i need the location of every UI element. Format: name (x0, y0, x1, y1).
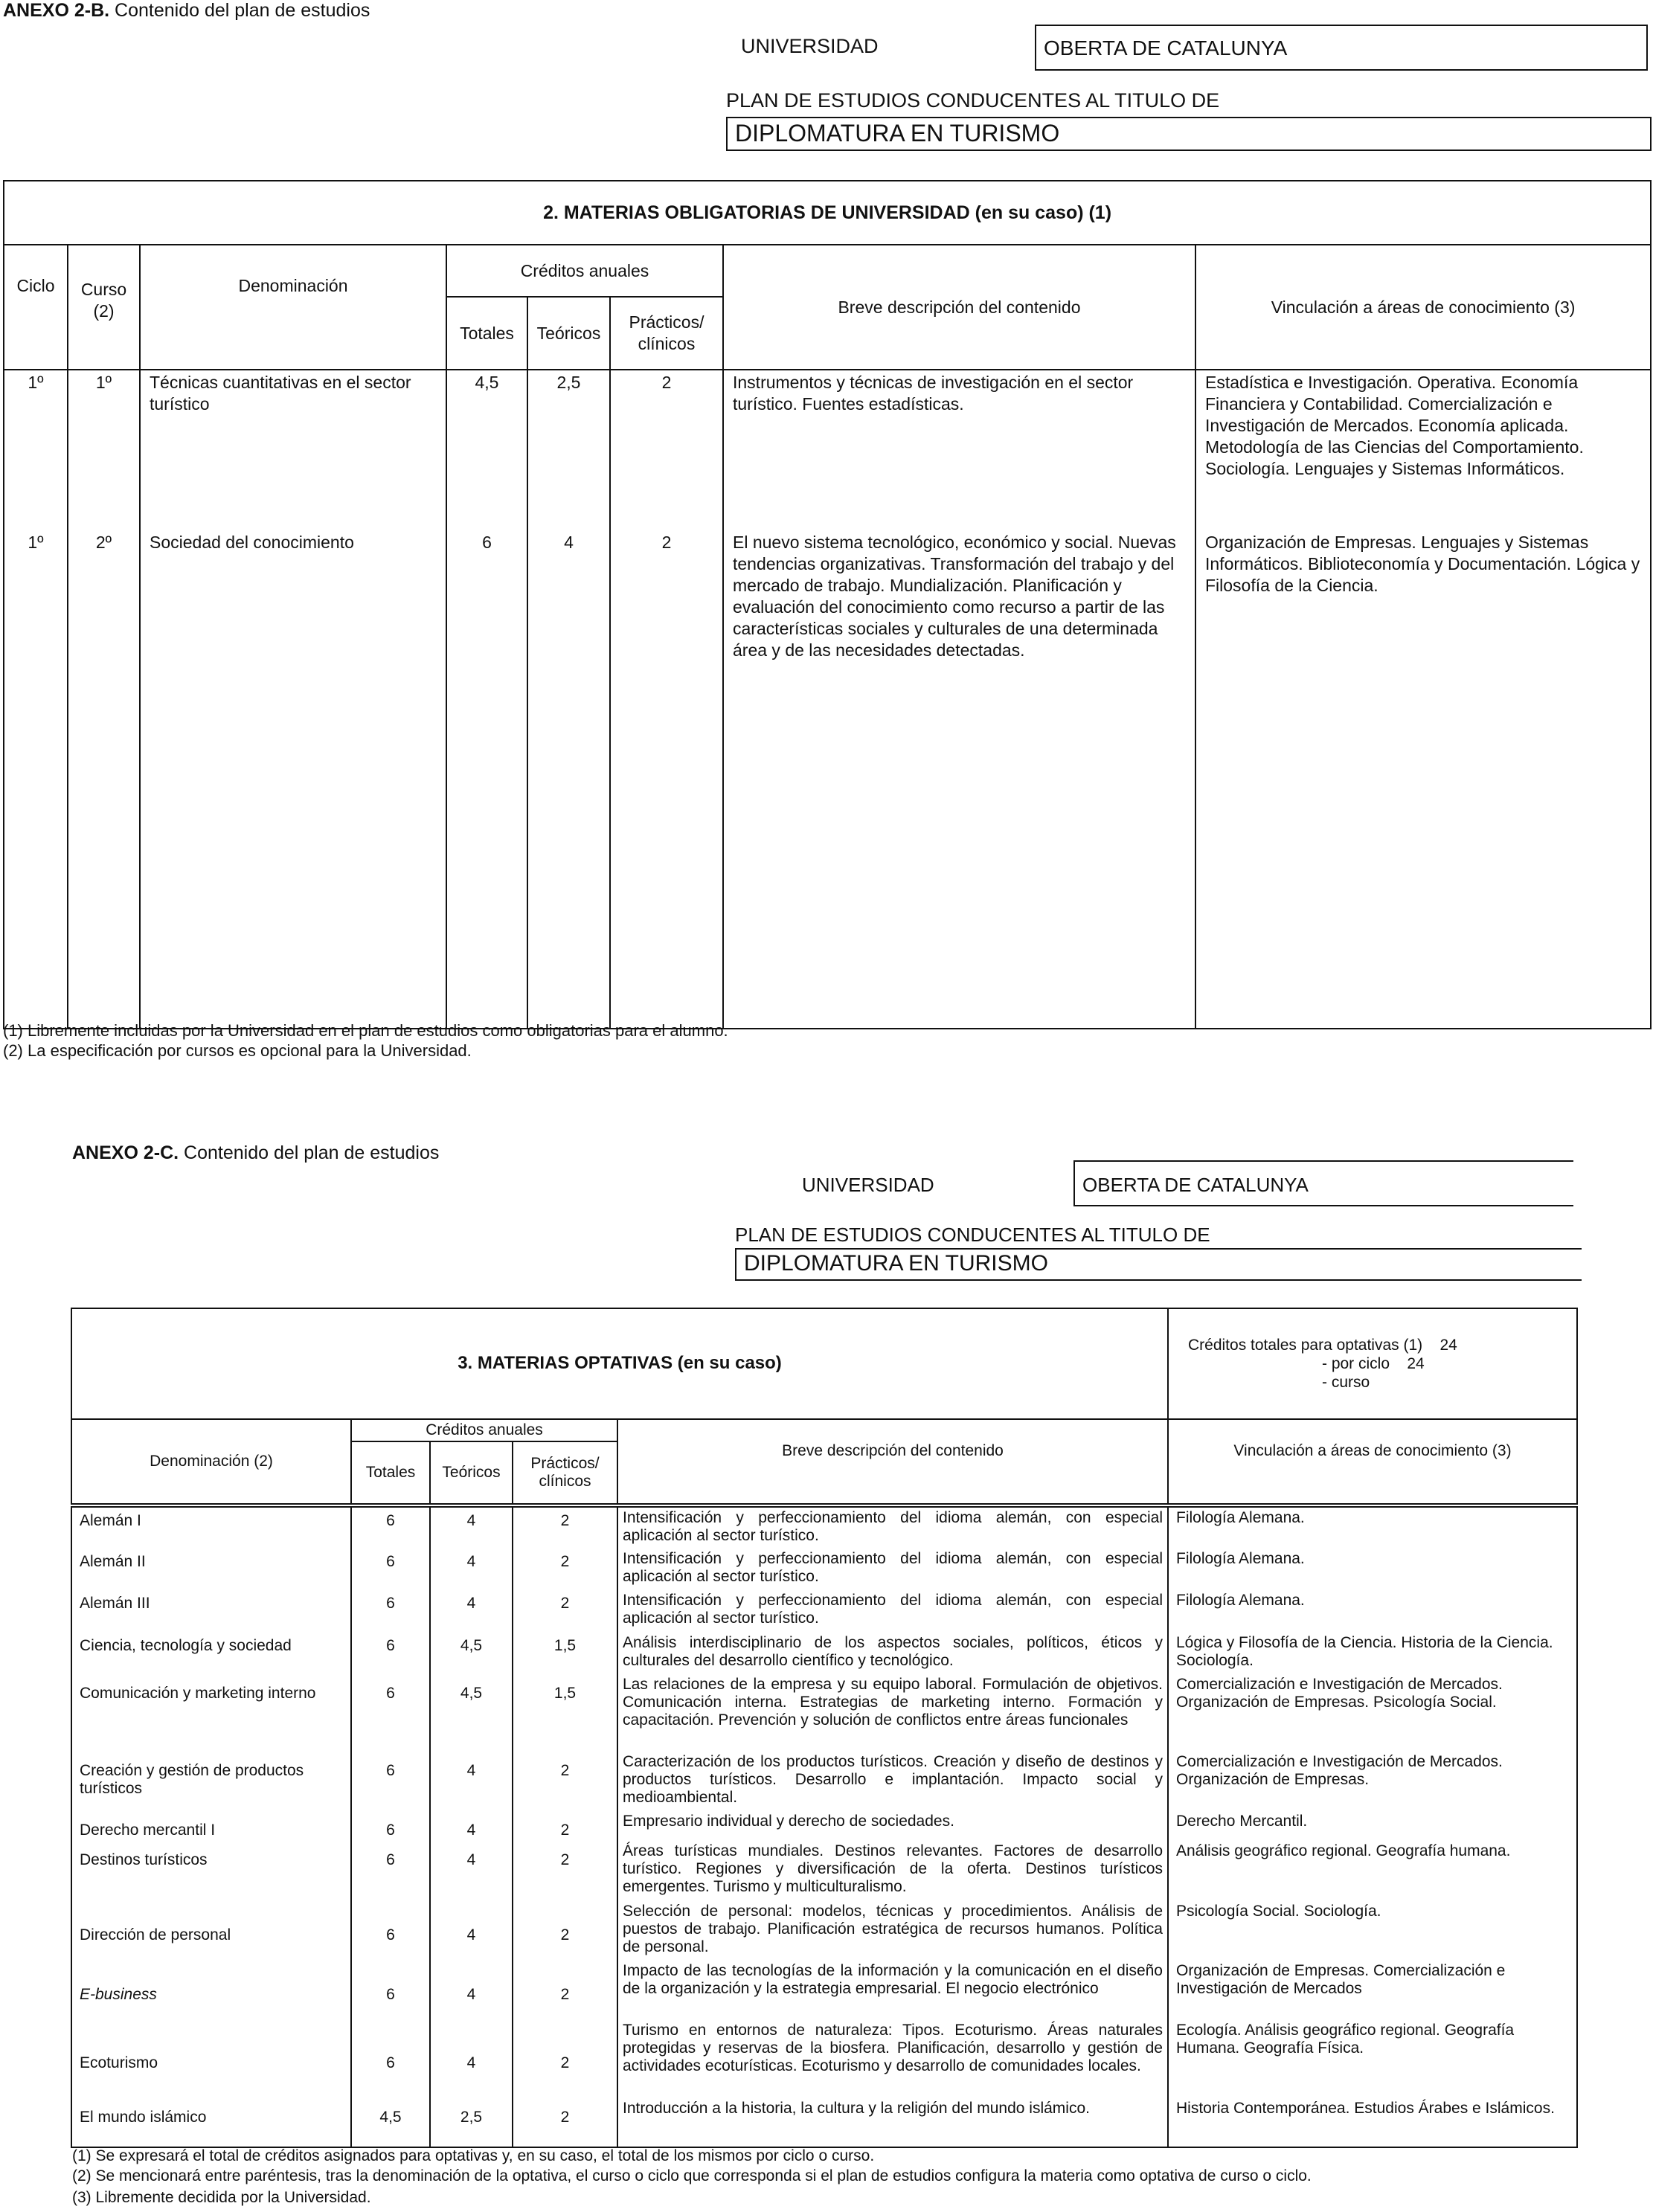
annex-c-footnote-3: (3) Libremente decidida por la Universidad. (72, 2189, 371, 2206)
col-totales: Totales (351, 1441, 430, 1504)
annex-b-university-value: OBERTA DE CATALUNYA (1035, 25, 1648, 71)
table-row (4, 370, 1651, 530)
cell-ciclo: 1º (4, 530, 68, 1029)
table-row (71, 1549, 1577, 1590)
cell-practicos: 1,5 (513, 1633, 617, 1674)
col-denominacion: Denominación (140, 245, 446, 370)
annex-c-university-value: OBERTA DE CATALUNYA (1073, 1160, 1573, 1206)
cell-descripcion: El nuevo sistema tecnológico, económico y social. Nuevas tendencias organizativas. Transformación del trabajo y del mercado de trabajo. Mundialización. Planificación y evaluación del conocimiento como recurso a partir de las características sociales y culturales de una determinada área y de las necesidades detectadas. (723, 530, 1195, 1029)
table-row (71, 2098, 1577, 2147)
col-ciclo: Ciclo (4, 245, 68, 370)
annex-c-rows (71, 1507, 1577, 2147)
col-creditos: Créditos anuales (351, 1419, 617, 1441)
cell-vinculacion: Comercialización e Investigación de Mercados. Organización de Empresas. (1168, 1752, 1577, 1811)
annex-c-plan-label: PLAN DE ESTUDIOS CONDUCENTES AL TITULO DE (735, 1224, 1210, 1246)
credits-total-value: 24 (1439, 1336, 1457, 1354)
table-row (71, 1590, 1577, 1632)
cell-vinculacion: Historia Contemporánea. Estudios Árabes e Islámicos. (1168, 2098, 1577, 2147)
cell-denominacion: Dirección de personal (71, 1901, 351, 1961)
cell-totales: 6 (446, 530, 527, 1029)
cell-teoricos: 4 (430, 1507, 513, 1549)
annex-b-section-title: 2. MATERIAS OBLIGATORIAS DE UNIVERSIDAD (en su caso) (1) (4, 181, 1651, 245)
cell-teoricos: 2,5 (430, 2098, 513, 2147)
cell-descripcion: Intensificación y perfeccionamiento del idioma alemán, con especial aplicación al sector turístico. (617, 1549, 1168, 1590)
cell-denominacion: Derecho mercantil I (71, 1811, 351, 1841)
cell-practicos: 2 (513, 2098, 617, 2147)
cell-curso: 2º (68, 530, 140, 1029)
annex-c-footnote-2: (2) Se mencionará entre paréntesis, tras la denominación de la optativa, el curso o ciclo que corresponda si el plan de estudios configura la materia como optativa de curso o ciclo. (72, 2167, 1312, 2184)
cell-totales: 6 (351, 1961, 430, 2020)
cell-denominacion: Técnicas cuantitativas en el sector turístico (140, 370, 446, 530)
table-row (71, 1901, 1577, 1961)
cell-teoricos: 4 (430, 1549, 513, 1590)
table-row (71, 2020, 1577, 2097)
annex-b-plan-label: PLAN DE ESTUDIOS CONDUCENTES AL TITULO DE (726, 89, 1220, 112)
cell-vinculacion: Derecho Mercantil. (1168, 1811, 1577, 1841)
cell-descripcion: Introducción a la historia, la cultura y la religión del mundo islámico. (617, 2098, 1168, 2147)
cell-teoricos: 4,5 (430, 1674, 513, 1752)
cell-descripcion: Áreas turísticas mundiales. Destinos relevantes. Factores de desarrollo turístico. Regiones y diversificación de la oferta. Destinos turísticos emergentes. Turismo y multiculturalismo. (617, 1841, 1168, 1900)
annex-b-plan-value: DIPLOMATURA EN TURISMO (726, 117, 1652, 151)
cell-teoricos: 4 (430, 1901, 513, 1961)
annex-c-plan-value: DIPLOMATURA EN TURISMO (735, 1248, 1582, 1281)
cell-practicos: 2 (513, 2020, 617, 2097)
cell-totales: 6 (351, 1901, 430, 1961)
credits-curso: - curso (1322, 1373, 1370, 1391)
cell-descripcion: Intensificación y perfeccionamiento del idioma alemán, con especial aplicación al sector turístico. (617, 1507, 1168, 1549)
cell-denominacion: Creación y gestión de productos turísticos (71, 1752, 351, 1811)
cell-totales: 6 (351, 1811, 430, 1841)
annex-b-footnote-2-clip (3, 1041, 673, 1060)
cell-vinculacion: Análisis geográfico regional. Geografía humana. (1168, 1841, 1577, 1900)
cell-descripcion: Intensificación y perfeccionamiento del idioma alemán, con especial aplicación al sector turístico. (617, 1590, 1168, 1632)
cell-practicos: 2 (513, 1961, 617, 2020)
cell-ciclo: 1º (4, 370, 68, 530)
col-descripcion: Breve descripción del contenido (617, 1419, 1168, 1504)
cell-denominacion: Alemán II (71, 1549, 351, 1590)
cell-teoricos: 4 (430, 2020, 513, 2097)
cell-denominacion: El mundo islámico (71, 2098, 351, 2147)
col-practicos: Prácticos/ clínicos (513, 1441, 617, 1504)
cell-descripcion: Turismo en entornos de naturaleza: Tipos. Ecoturismo. Áreas naturales protegidas y reservas de la biosfera. Planificación, desarrollo y gestión de actividades ecoturísticas. Ecoturismo y desarrollo de comunidades locales. (617, 2020, 1168, 2097)
cell-vinculacion: Filología Alemana. (1168, 1507, 1577, 1549)
annex-b-university-label: UNIVERSIDAD (741, 35, 879, 57)
cell-teoricos: 4 (430, 1841, 513, 1900)
cell-totales: 6 (351, 1590, 430, 1632)
cell-totales: 6 (351, 2020, 430, 2097)
annex-c-table (71, 1308, 1578, 2148)
cell-practicos: 2 (513, 1590, 617, 1632)
cell-totales: 6 (351, 1633, 430, 1674)
cell-descripcion: Selección de personal: modelos, técnicas y procedimientos. Análisis de puestos de trabajo. Planificación estratégica de recursos humanos. Política de personal. (617, 1901, 1168, 1961)
cell-vinculacion: Ecología. Análisis geográfico regional. Geografía Humana. Geografía Física. (1168, 2020, 1577, 2097)
cell-teoricos: 4 (430, 1811, 513, 1841)
col-descripcion: Breve descripción del contenido (723, 245, 1195, 370)
cell-teoricos: 4 (527, 530, 610, 1029)
credits-por-ciclo (1188, 1354, 1572, 1373)
cell-totales: 6 (351, 1549, 430, 1590)
annex-b-title-bold: ANEXO 2-B. (3, 0, 110, 21)
cell-descripcion: Empresario individual y derecho de sociedades. (617, 1811, 1168, 1841)
col-vinculacion: Vinculación a áreas de conocimiento (3) (1168, 1419, 1577, 1504)
cell-practicos: 2 (513, 1752, 617, 1811)
col-totales: Totales (446, 297, 527, 370)
col-vinculacion: Vinculación a áreas de conocimiento (3) (1195, 245, 1651, 370)
credits-total (1188, 1336, 1572, 1354)
col-denominacion: Denominación (2) (71, 1419, 351, 1504)
annex-c-footnote-2-clip (72, 2167, 1312, 2188)
por-ciclo-value: 24 (1407, 1354, 1425, 1372)
cell-vinculacion: Filología Alemana. (1168, 1590, 1577, 1632)
cell-curso: 1º (68, 370, 140, 530)
cell-denominacion: Alemán I (71, 1507, 351, 1549)
annex-c-title-bold: ANEXO 2-C. (72, 1142, 179, 1163)
table-row (71, 1674, 1577, 1752)
cell-practicos: 2 (610, 370, 723, 530)
cell-vinculacion: Comercialización e Investigación de Mercados. Organización de Empresas. Psicología Social. (1168, 1674, 1577, 1752)
annex-c-section-title: 3. MATERIAS OPTATIVAS (en su caso) (71, 1308, 1168, 1419)
col-teoricos: Teóricos (430, 1441, 513, 1504)
table-row (71, 1841, 1577, 1900)
cell-practicos: 2 (513, 1841, 617, 1900)
annex-b-title (3, 0, 370, 22)
cell-descripcion: Análisis interdisciplinario de los aspectos sociales, políticos, éticos y culturales del desarrollo científico y tecnológico. (617, 1633, 1168, 1674)
cell-denominacion: E-business (71, 1961, 351, 2020)
cell-practicos: 1,5 (513, 1674, 617, 1752)
cell-descripcion: Las relaciones de la empresa y su equipo laboral. Formulación de objetivos. Comunicación interna. Estrategias de marketing interno. Formación y capacitación. Prevención y solución de conflictos entre áreas funcionales (617, 1674, 1168, 1752)
cell-totales: 6 (351, 1674, 430, 1752)
table-row (71, 1811, 1577, 1841)
cell-denominacion: Ciencia, tecnología y sociedad (71, 1633, 351, 1674)
cell-denominacion: Sociedad del conocimiento (140, 530, 446, 1029)
annex-c-title-rest: Contenido del plan de estudios (184, 1142, 440, 1163)
cell-teoricos: 4 (430, 1590, 513, 1632)
cell-denominacion: Alemán III (71, 1590, 351, 1632)
annex-b-table (3, 180, 1652, 1029)
annex-b-footnote-2: (2) La especificación por cursos es opcional para la Universidad. (3, 1041, 472, 1060)
cell-totales: 6 (351, 1752, 430, 1811)
table-row (71, 1507, 1577, 1549)
cell-vinculacion: Organización de Empresas. Comercialización e Investigación de Mercados (1168, 1961, 1577, 2020)
cell-practicos: 2 (513, 1549, 617, 1590)
cell-vinculacion: Organización de Empresas. Lenguajes y Sistemas Informáticos. Biblioteconomía y Documentación. Lógica y Filosofía de la Ciencia. (1195, 530, 1651, 1029)
cell-denominacion: Destinos turísticos (71, 1841, 351, 1900)
cell-totales: 6 (351, 1507, 430, 1549)
por-ciclo-label: - por ciclo (1322, 1354, 1390, 1372)
col-creditos: Créditos anuales (446, 245, 723, 297)
cell-totales: 4,5 (446, 370, 527, 530)
annex-b-title-rest: Contenido del plan de estudios (115, 0, 370, 21)
table-row (71, 1752, 1577, 1811)
annex-c-title (72, 1142, 439, 1164)
cell-totales: 4,5 (351, 2098, 430, 2147)
cell-teoricos: 2,5 (527, 370, 610, 530)
cell-descripcion: Caracterización de los productos turísticos. Creación y diseño de destinos y productos turísticos. Desarrollo e implantación. Impacto social y medioambiental. (617, 1752, 1168, 1811)
annex-c-university-label: UNIVERSIDAD (802, 1174, 934, 1196)
table-row (71, 1633, 1577, 1674)
cell-descripcion: Impacto de las tecnologías de la información y la comunicación en el diseño de la organización y la estrategia empresarial. El negocio electrónico (617, 1961, 1168, 2020)
cell-descripcion: Instrumentos y técnicas de investigación en el sector turístico. Fuentes estadísticas. (723, 370, 1195, 530)
annex-c-credits-summary (1168, 1308, 1577, 1419)
cell-totales: 6 (351, 1841, 430, 1900)
cell-teoricos: 4 (430, 1961, 513, 2020)
cell-teoricos: 4,5 (430, 1633, 513, 1674)
cell-practicos: 2 (513, 1901, 617, 1961)
credits-total-label: Créditos totales para optativas (1) (1188, 1336, 1423, 1354)
cell-vinculacion: Estadística e Investigación. Operativa. Economía Financiera y Contabilidad. Comercialización e Investigación de Mercados. Economía aplicada. Metodología de las Ciencias del Comportamiento. Sociología. Lenguajes y Sistemas Informáticos. (1195, 370, 1651, 530)
col-teoricos: Teóricos (527, 297, 610, 370)
cell-teoricos: 4 (430, 1752, 513, 1811)
col-practicos: Prácticos/ clínicos (610, 297, 723, 370)
cell-practicos: 2 (513, 1811, 617, 1841)
cell-vinculacion: Filología Alemana. (1168, 1549, 1577, 1590)
cell-denominacion: Ecoturismo (71, 2020, 351, 2097)
table-row (4, 530, 1651, 1029)
table-row (71, 1961, 1577, 2020)
col-curso: Curso (2) (68, 245, 140, 370)
cell-practicos: 2 (610, 530, 723, 1029)
annex-c-footnote-1: (1) Se expresará el total de créditos asignados para optativas y, en su caso, el total de los mismos por ciclo o curso. (72, 2147, 875, 2164)
cell-vinculacion: Psicología Social. Sociología. (1168, 1901, 1577, 1961)
cell-denominacion: Comunicación y marketing interno (71, 1674, 351, 1752)
cell-practicos: 2 (513, 1507, 617, 1549)
cell-vinculacion: Lógica y Filosofía de la Ciencia. Historia de la Ciencia. Sociología. (1168, 1633, 1577, 1674)
annex-b-footnote-1: (1) Libremente incluidas por la Universidad en el plan de estudios como obligatorias para el alumno. (3, 1021, 728, 1040)
